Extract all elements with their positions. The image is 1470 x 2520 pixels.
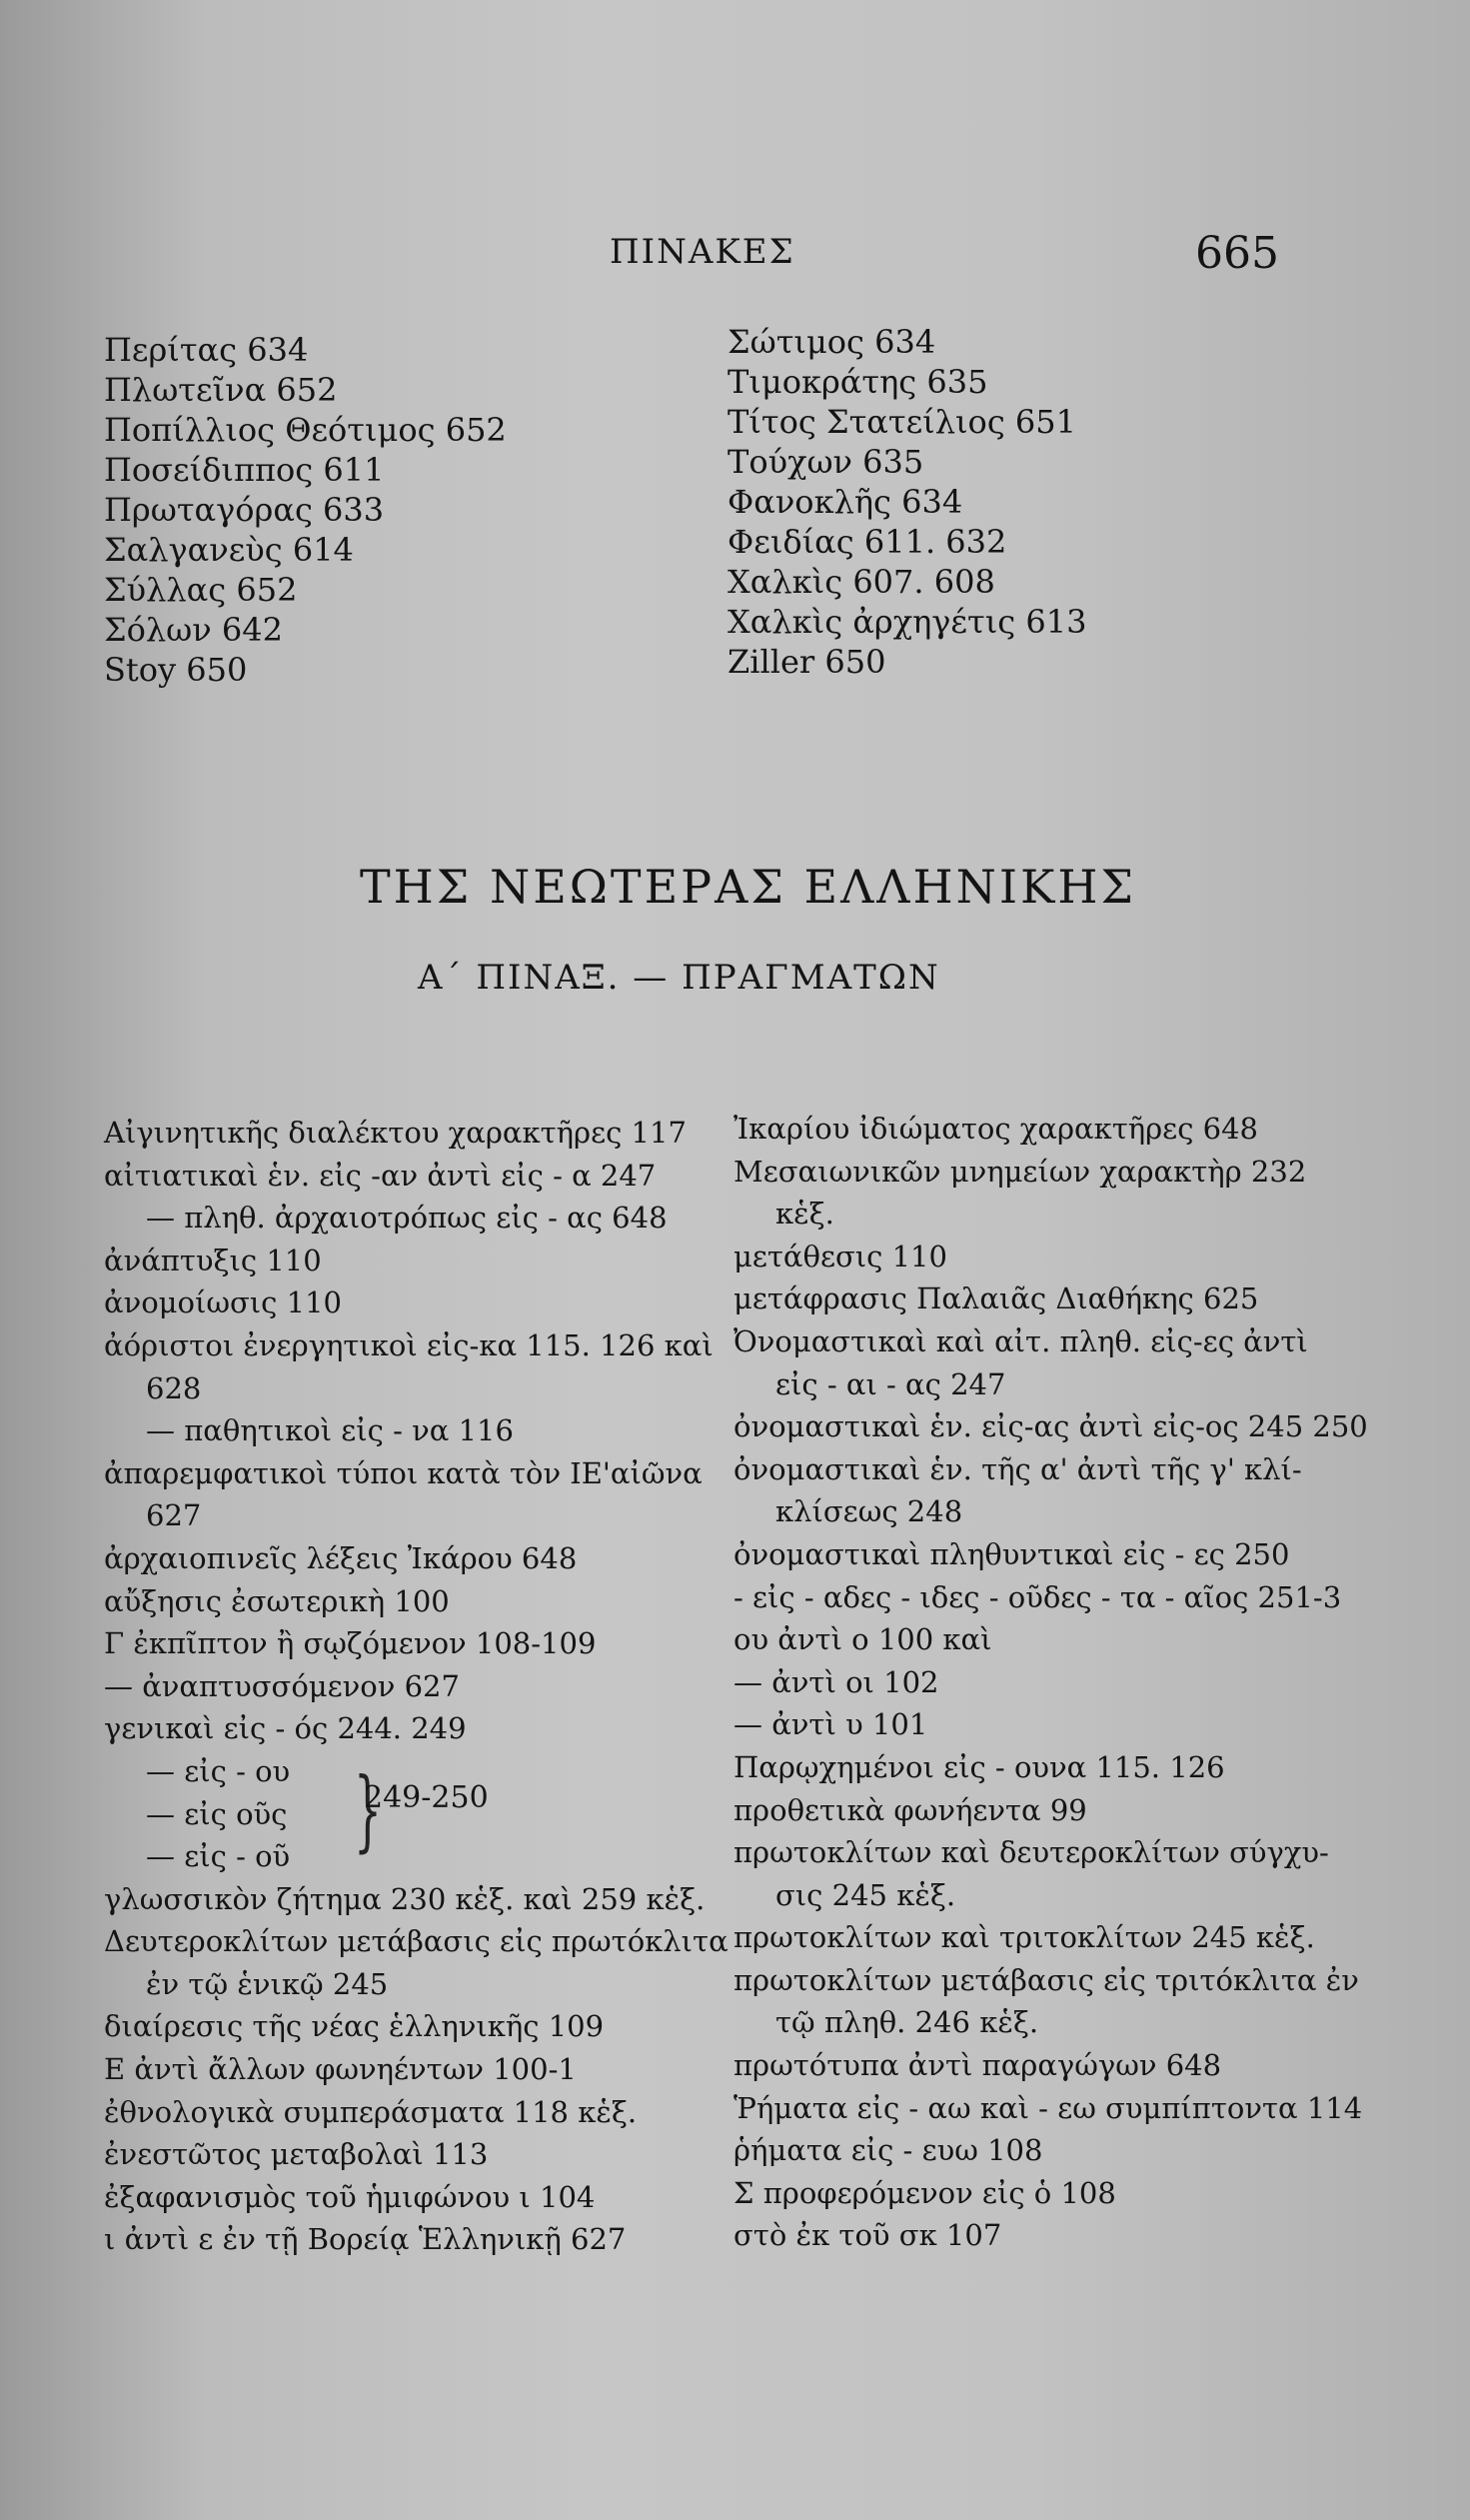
index-entry: Ὀνομαστικαὶ καὶ αἰτ. πληθ. εἰς-ες ἀντὶ [734, 1323, 1308, 1358]
index-entry: Ἰκαρίου ἰδιώματος χαρακτῆρες 648 [734, 1112, 1259, 1146]
index-entry: αὔξησις ἐσωτερικὴ 100 [104, 1583, 450, 1618]
main-index-left-column [104, 1112, 729, 2261]
index-entry: — παθητικοὶ εἰς - να 116 [146, 1413, 514, 1448]
index-entry: μετάφρασις Παλαιᾶς Διαθήκης 625 [734, 1281, 1259, 1316]
index-entry: - εἰς - αδες - ιδες - οῦδες - τα - αῖος 251-3 [734, 1579, 1342, 1614]
index-entry: Φανοκλῆς 634 [728, 483, 963, 521]
index-entry: Παρῳχημένοι εἰς - ουνα 115. 126 [734, 1749, 1225, 1784]
index-entry: Ποσείδιππος 611 [104, 451, 385, 489]
index-entry: Χαλκὶς 607. 608 [728, 563, 995, 601]
index-entry: ου ἀντὶ ο 100 καὶ [734, 1622, 992, 1657]
index-entry: Ῥήματα εἰς - αω καὶ - εω συμπίπτοντα 114 [734, 2090, 1363, 2125]
index-entry: Ποπίλλιος Θεότιμος 652 [104, 411, 507, 449]
index-entry: ἀρχαιοπινεῖς λέξεις Ἰκάρου 648 [104, 1540, 578, 1575]
index-entry: σις 245 κἑξ. [775, 1877, 956, 1912]
index-entry: πρωτοκλίτων καὶ τριτοκλίτων 245 κἑξ. [734, 1920, 1315, 1955]
page-number: 665 [1195, 228, 1279, 279]
index-entry: — εἰς - οῦ [146, 1839, 291, 1874]
index-entry: Τιμοκράτης 635 [728, 363, 988, 401]
index-entry: Μεσαιωνικῶν μνημείων χαρακτὴρ 232 [734, 1154, 1307, 1189]
index-entry: κἑξ. [775, 1197, 834, 1232]
index-entry: — ἀναπτυσσόμενον 627 [104, 1668, 460, 1703]
section-subtitle: Α΄ ΠΙΝΑΞ. — ΠΡΑΓΜΑΤΩΝ [418, 958, 940, 998]
index-entry: γλωσσικὸν ζήτημα 230 κἑξ. καὶ 259 κἑξ. [104, 1881, 706, 1916]
index-entry: Τούχων 635 [728, 443, 924, 481]
genitive-brace-group [104, 1750, 729, 1878]
index-entry: εἰς - αι - ας 247 [775, 1366, 1006, 1401]
index-entry: ἀνομοίωσις 110 [104, 1285, 342, 1320]
index-entry: ἐν τῷ ἑνικῷ 245 [146, 1966, 389, 2001]
index-entry: — ἀντὶ οι 102 [734, 1664, 939, 1699]
index-entry: Πλωτεῖνα 652 [104, 371, 338, 409]
index-entry: ἀνάπτυξις 110 [104, 1243, 322, 1277]
index-entry: Σώτιμος 634 [728, 323, 936, 361]
index-entry: ὀνομαστικαὶ πληθυντικαὶ εἰς - ες 250 [734, 1536, 1290, 1571]
index-entry: Σόλων 642 [104, 611, 283, 649]
index-entry: Πρωταγόρας 633 [104, 491, 385, 529]
index-entry: γενικαὶ εἰς - ός 244. 249 [104, 1711, 467, 1746]
index-entry: ἀόριστοι ἐνεργητικοὶ εἰς-κα 115. 126 καὶ [104, 1327, 714, 1362]
top-index-right-column [728, 322, 1086, 682]
index-entry: στὸ ἐκ τοῦ σκ 107 [734, 2218, 1002, 2253]
index-entry: — εἰς οῦς [146, 1796, 288, 1831]
brace-range: 249-250 [364, 1779, 489, 1815]
index-entry: ι ἀντὶ ε ἐν τῇ Βορείᾳ Ἑλληνικῇ 627 [104, 2222, 627, 2257]
index-entry: ἐνεστῶτος μεταβολαὶ 113 [104, 2137, 489, 2172]
index-entry: Φειδίας 611. 632 [728, 523, 1007, 561]
index-entry: ἀπαρεμφατικοὶ τύποι κατὰ τὸν ΙΕ'αἰῶνα [104, 1455, 703, 1490]
index-entry: Γ ἐκπῖπτον ἢ σῳζόμενον 108-109 [104, 1626, 597, 1661]
index-entry: Ε ἀντὶ ἄλλων φωνηέντων 100-1 [104, 2052, 577, 2087]
index-entry: — ἀντὶ υ 101 [734, 1707, 928, 1742]
brace-glyph: } [354, 1757, 382, 1861]
index-entry: ῥήματα εἰς - ευω 108 [734, 2133, 1043, 2168]
main-index-right-column [734, 1108, 1368, 2257]
index-entry: κλίσεως 248 [775, 1494, 963, 1529]
index-entry: μετάθεσις 110 [734, 1239, 947, 1273]
index-entry: Σ προφερόμενον εἰς ὁ 108 [734, 2175, 1116, 2210]
index-entry: Σαλγανεὺς 614 [104, 531, 354, 569]
top-index-left-column [104, 330, 507, 690]
index-entry: Αἰγινητικῆς διαλέκτου χαρακτῆρες 117 [104, 1116, 687, 1150]
index-entry: 628 [146, 1370, 202, 1405]
index-entry: ὀνομαστικαὶ ἑν. τῆς α' ἀντὶ τῆς γ' κλί- [734, 1451, 1302, 1486]
index-entry: πρωτοκλίτων μετάβασις εἰς τριτόκλιτα ἐν [734, 1962, 1359, 1997]
index-entry: Περίτας 634 [104, 331, 309, 369]
section-title: ΤΗΣ ΝΕΩΤΕΡΑΣ ΕΛΛΗΝΙΚΗΣ [360, 860, 1137, 914]
index-entry: Τίτος Στατείλιος 651 [728, 403, 1076, 441]
index-entry: διαίρεσις τῆς νέας ἑλληνικῆς 109 [104, 2009, 605, 2044]
index-entry: Σύλλας 652 [104, 571, 298, 609]
index-entry: — πληθ. ἀρχαιοτρόπως εἰς - ας 648 [146, 1201, 668, 1236]
index-entry: Stoy 650 [104, 651, 248, 689]
index-entry: τῷ πληθ. 246 κἑξ. [775, 2005, 1039, 2040]
index-entry: Χαλκὶς ἀρχηγέτις 613 [728, 603, 1087, 641]
index-entry: 627 [146, 1498, 202, 1533]
index-entry: ὀνομαστικαὶ ἑν. εἰς-ας ἀντὶ εἰς-ος 245 250 [734, 1409, 1368, 1444]
index-entry: αἰτιατικαὶ ἑν. εἰς -αν ἀντὶ εἰς - α 247 [104, 1158, 657, 1193]
index-entry: ἐξαφανισμὸς τοῦ ἡμιφώνου ι 104 [104, 2179, 596, 2214]
index-entry: πρωτοκλίτων καὶ δευτεροκλίτων σύγχυ- [734, 1835, 1329, 1870]
index-entry: πρωτότυπα ἀντὶ παραγώγων 648 [734, 2048, 1222, 2083]
index-entry: ἐθνολογικὰ συμπεράσματα 118 κἑξ. [104, 2094, 638, 2129]
index-entry: Δευτεροκλίτων μετάβασις εἰς πρωτόκλιτα [104, 1924, 729, 1959]
index-entry: προθετικὰ φωνήεντα 99 [734, 1792, 1087, 1827]
index-entry: Ziller 650 [728, 643, 886, 681]
index-entry: — εἰς - ου [146, 1753, 291, 1788]
running-head: ΠΙΝΑΚΕΣ [610, 232, 795, 272]
